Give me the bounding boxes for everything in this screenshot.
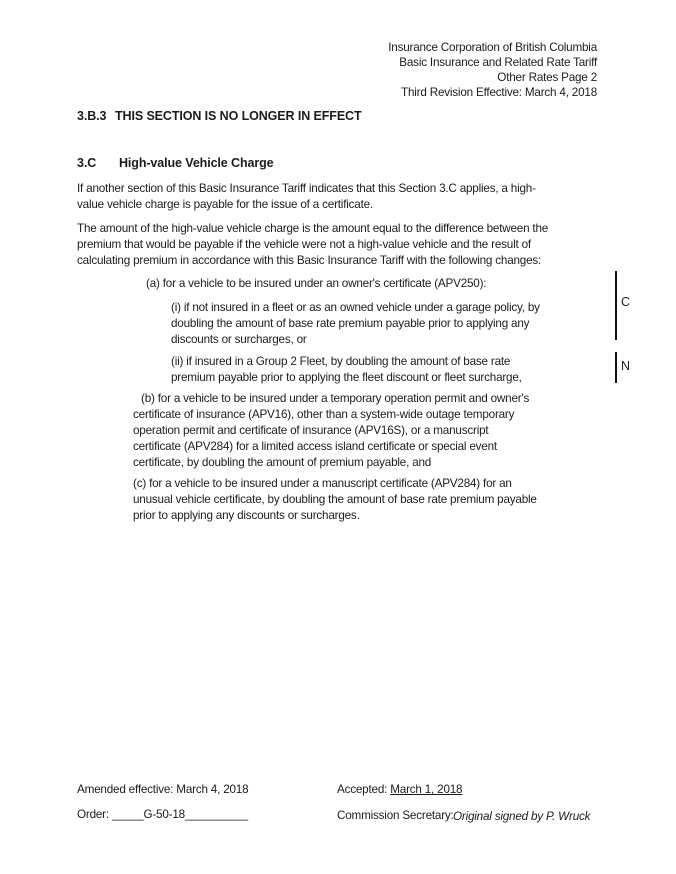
text-line: doubling the amount of base rate premium payable prior to applying any <box>171 317 530 330</box>
list-item-c <box>133 476 595 524</box>
section-3b3-number: 3.B.3 <box>77 109 107 123</box>
text-line: discounts or surcharges, or <box>171 333 307 346</box>
text-line: operation permit and certificate of insurance (APV16S), or a manuscript <box>133 424 489 437</box>
list-item-a <box>146 276 597 292</box>
list-item-a-i <box>171 300 597 348</box>
commission-secretary-signature: Original signed by P. Wruck <box>453 810 591 823</box>
list-item-a-ii <box>171 354 597 386</box>
accepted-line <box>337 783 462 796</box>
margin-mark-new: N <box>621 359 631 373</box>
text-line: calculating premium in accordance with this Basic Insurance Tariff with the following changes: <box>77 254 542 267</box>
text-line: (b) for a vehicle to be insured under a temporary operation permit and owner's <box>141 392 530 405</box>
text-line: Third Revision Effective: March 4, 2018 <box>401 86 597 99</box>
text-line: Basic Insurance and Related Rate Tariff <box>399 56 597 69</box>
margin-mark-changed: C <box>621 295 631 309</box>
text-line: certificate of insurance (APV16), other than a system-wide outage temporary <box>133 408 515 421</box>
paragraph-amount <box>77 221 597 269</box>
text-line: certificate, by doubling the amount of premium payable, and <box>133 456 432 469</box>
text-line: (a) for a vehicle to be insured under an owner's certificate (APV250): <box>146 277 487 290</box>
accepted-date: March 1, 2018 <box>390 783 463 796</box>
change-bar-new <box>615 352 617 383</box>
text-line: certificate (APV284) for a limited access island certificate or special event <box>133 440 497 453</box>
section-3c-title: High-value Vehicle Charge <box>119 156 274 170</box>
text-line: premium payable prior to applying the fleet discount or fleet surcharge, <box>171 371 522 384</box>
section-3c-number: 3.C <box>77 156 97 170</box>
section-3b3-title: THIS SECTION IS NO LONGER IN EFFECT <box>115 109 362 123</box>
text-line: (ii) if insured in a Group 2 Fleet, by doubling the amount of base rate <box>171 355 511 368</box>
commission-secretary-label: Commission Secretary: <box>337 809 454 822</box>
text-line: unusual vehicle certificate, by doubling the amount of base rate premium payable <box>133 493 537 506</box>
change-bar-amended <box>615 271 617 340</box>
order-line: Order: _____G-50-18__________ <box>77 808 248 821</box>
text-line: value vehicle charge is payable for the issue of a certificate. <box>77 198 373 211</box>
list-item-b <box>133 391 595 471</box>
amended-effective-line: Amended effective: March 4, 2018 <box>77 783 249 796</box>
text-line: (c) for a vehicle to be insured under a manuscript certificate (APV284) for an <box>133 477 512 490</box>
accepted-label: Accepted: <box>337 783 391 796</box>
text-line: The amount of the high-value vehicle charge is the amount equal to the difference between the <box>77 222 549 235</box>
text-line: prior to applying any discounts or surcharges. <box>133 509 360 522</box>
text-line: (i) if not insured in a fleet or as an owned vehicle under a garage policy, by <box>171 301 540 314</box>
page-header <box>388 40 597 100</box>
text-line: premium that would be payable if the vehicle were not a high-value vehicle and the result of <box>77 238 531 251</box>
section-3c-heading <box>77 156 274 170</box>
text-line: Insurance Corporation of British Columbia <box>388 41 597 54</box>
text-line: Other Rates Page 2 <box>497 71 597 84</box>
section-3b3-heading <box>77 109 362 123</box>
text-line: If another section of this Basic Insurance Tariff indicates that this Section 3.C applies, a high- <box>77 182 536 195</box>
paragraph-intro <box>77 181 597 213</box>
